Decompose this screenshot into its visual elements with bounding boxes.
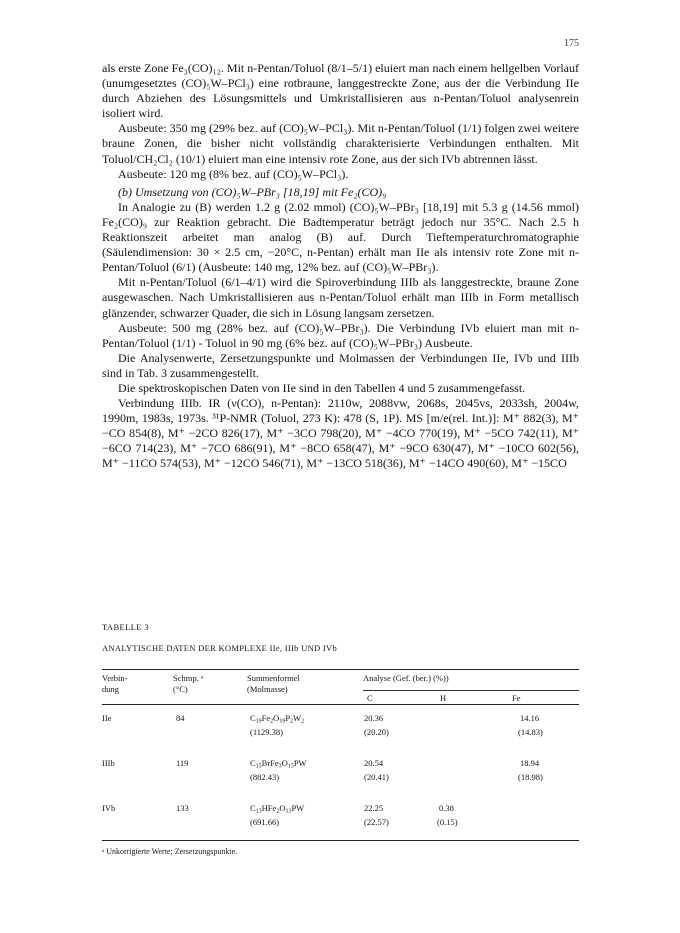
paragraph: Ausbeute: 350 mg (29% bez. auf (CO)₅W–PCl₃). Mit n-Pentan/Toluol (1/1) folgen zwei weitere braune Zonen, die bisher nicht vollständig charakterisierte Verbindungen enthalten. Mit Toluol/CH₂Cl₂ (10/1) eluiert man eine intensiv rote Zone, aus der sich IVb abtrennen lässt. [102,121,579,166]
cell-h-found: 0.38 [439,803,454,813]
table-bottom-rule [102,840,579,841]
page-number: 175 [564,38,579,49]
header-formula: Summenformel (Molmasse) [247,673,300,694]
table-3 [102,622,579,856]
cell-c-calc: (20.20) [364,727,389,737]
table-label: TABELLE 3 [102,622,150,632]
section-heading: (b) Umsetzung von (CO)₅W–PBr₃ [18,19] mit Fe₂(CO)₉ [118,184,387,199]
cell-fe-calc: (14.83) [518,727,543,737]
cell-formula: $C_{15}BrFe_3O_{15}PW$ [250,758,307,770]
cell-fe-calc: (18.98) [518,772,543,782]
paragraph: Die Analysenwerte, Zersetzungspunkte und Molmassen der Verbindungen IIe, IVb und IIIb sind in Tab. 3 zusammengestellt. [102,350,579,380]
paragraph: Verbindung IIIb. IR (ν(CO), n-Pentan): 2110w, 2088vw, 2068s, 2045vs, 2033sh, 2004w, 1990m, 1983s, 1973s. ³¹P-NMR (Toluol, 273 K): 478 (S, 1P). MS [m/e(rel. Int.)]: M⁺ 882(3), M⁺ −CO 854(8), M⁺ −2CO 826(17), M⁺ −3CO 798(20), M⁺ −4CO 770(19), M⁺ −5CO 742(11), M⁺ −6CO 714(23), M⁺ −7CO 686(91), M⁺ −8CO 658(47), M⁺ −9CO 630(47), M⁺ −10CO 602(56), M⁺ −11CO 574(53), M⁺ −12CO 546(71), M⁺ −13CO 518(36), M⁺ −14CO 490(60), M⁺ −15CO [102,396,579,471]
table-row [102,750,579,795]
cell-c-found: 20.36 [364,713,384,723]
cell-compound: IIIb [102,758,115,768]
paragraph: als erste Zone Fe₃(CO)₁₂. Mit n-Pentan/Toluol (8/1–5/1) eluiert man nach einem hellgelben Vorlauf (unumgesetztes (CO)₅W–PCl₃) eine rotbraune, langgestreckte Zone, aus der die Verbindung IIe durch Abziehen des Lösungsmittels und Umkristallisieren aus n-Pentan/Toluol analysenrein isoliert wird. [102,61,579,121]
cell-c-calc: (20.41) [364,772,389,782]
cell-molar-mass: (691.66) [250,817,280,827]
header-fe: Fe [512,693,521,703]
table-header [102,670,579,704]
cell-melting-point: 84 [176,713,185,723]
paragraph: Mit n-Pentan/Toluol (6/1–4/1) wird die Spiroverbindung IIIb als langgestreckte, braune Zone ausgewaschen. Nach Umkristallisieren aus n-Pentan/Toluol erhält man IIIb in Form metallisch glänzender, schwarzer Quader, die sich in Lösung langsam zersetzen. [102,275,579,320]
table-row [102,795,579,840]
cell-melting-point: 133 [176,803,189,813]
cell-c-found: 22.25 [364,803,384,813]
cell-melting-point: 119 [176,758,189,768]
table-title: ANALYTISCHE DATEN DER KOMPLEXE IIe, IIIb UND IVb [102,643,337,653]
cell-c-calc: (22.57) [364,817,389,827]
header-h: H [440,693,447,703]
cell-formula: $C_{19}Fe_2O_{19}P_2W_2$ [250,713,305,725]
paragraph: Ausbeute: 500 mg (28% bez. auf (CO)₅W–PBr₃). Die Verbindung IVb eluiert man mit n-Pentan/Toluol (1/1) - Toluol in 90 mg (6% bez. auf (CO)₅W–PBr₃) Ausbeute. [102,320,579,350]
header-c: C [367,693,373,703]
paragraph: Ausbeute: 120 mg (8% bez. auf (CO)₅W–PCl₃). [118,166,349,181]
header-melting-point: Schmp. ᵃ (°C) [173,673,204,694]
body-text [102,61,579,472]
table-row [102,705,579,750]
table-footnote: ᵃ Unkorrigierte Werte; Zersetzungspunkte. [102,847,238,856]
cell-molar-mass: (882.43) [250,772,280,782]
cell-formula: $C_{13}HFe_2O_{13}PW$ [250,803,305,815]
cell-fe-found: 18.94 [520,758,540,768]
header-compound: Verbin- dung [102,673,128,694]
cell-compound: IVb [102,803,116,813]
cell-fe-found: 14.16 [520,713,540,723]
header-subrule [363,690,579,691]
cell-c-found: 20.54 [364,758,384,768]
paragraph: In Analogie zu (B) werden 1.2 g (2.02 mmol) (CO)₅W–PBr₃ [18,19] mit 5.3 g (14.56 mmol) Fe₂(CO)₉ zur Reaktion gebracht. Die Badtemperatur beträgt jedoch nur 35°C. Nach 2.5 h Reaktionszeit arbeitet man analog (B) auf. Durch Tieftemperaturchromatographie (Säulendimension: 30 × 2.5 cm, −20°C, n-Pentan) erhält man IIe als intensiv rote Zone mit n-Pentan/Toluol (6/1) (Ausbeute: 140 mg, 12% bez. auf (CO)₅W–PBr₃). [102,199,579,275]
paragraph: Die spektroskopischen Daten von IIe sind in den Tabellen 4 und 5 zusammengefasst. [118,380,526,395]
cell-molar-mass: (1129.38) [250,727,283,737]
cell-compound: IIe [102,713,112,723]
cell-h-calc: (0.15) [437,817,458,827]
header-analysis: Analyse (Gef. (ber.) (%)) [363,673,449,683]
